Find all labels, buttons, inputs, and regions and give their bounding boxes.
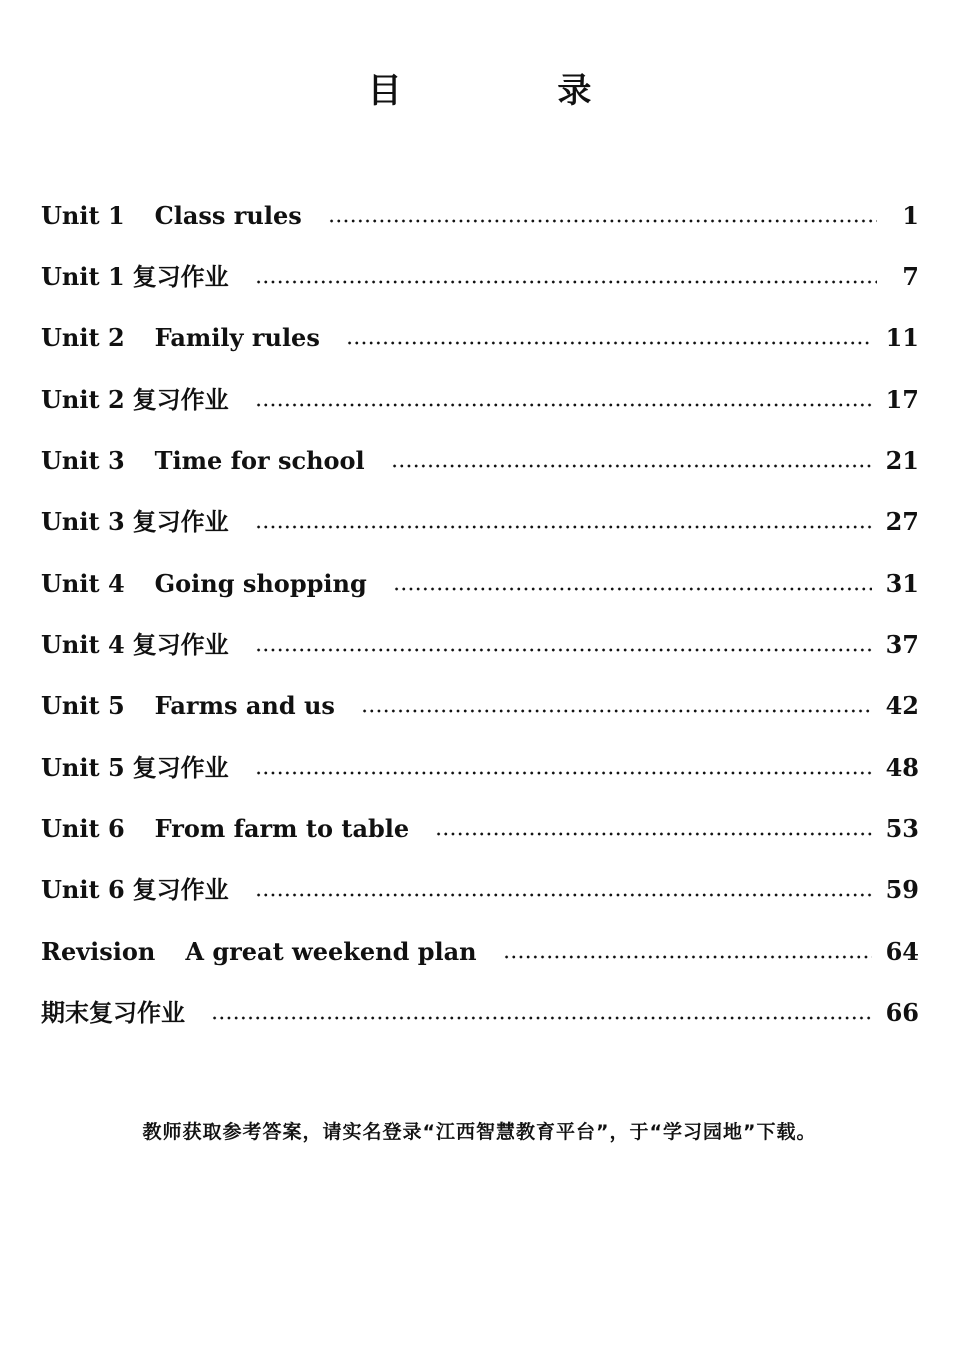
entry-label: [41, 262, 229, 292]
entry-label: [41, 323, 320, 353]
entry-unit: Unit 4: [41, 568, 125, 598]
dot-leader: [435, 832, 871, 836]
entry-label: [41, 630, 229, 660]
dot-leader: [361, 709, 872, 713]
dot-leader: [391, 464, 872, 468]
entry-title: From farm to table: [154, 814, 410, 844]
entry-page-number: 59: [885, 875, 919, 905]
entry-page-number: 27: [885, 507, 919, 537]
entry-unit: Unit 1: [41, 200, 125, 230]
entry-page-number: 11: [885, 323, 919, 353]
entry-title: 复习作业: [132, 262, 229, 292]
entry-title: Going shopping: [154, 568, 367, 598]
entry-label: [41, 998, 185, 1028]
entry-label: [41, 569, 367, 599]
footer-note: 教师获取参考答案，请实名登录“江西智慧教育平台”，于“学习园地”下载。: [142, 1121, 817, 1143]
toc-entry[interactable]: [41, 989, 919, 1050]
entry-label: [41, 753, 229, 783]
entry-unit: Revision: [41, 936, 156, 966]
toc-entry[interactable]: [41, 928, 919, 989]
entry-unit: Unit 2: [41, 384, 125, 414]
toc-entry[interactable]: [41, 744, 919, 805]
entry-title: Class rules: [154, 200, 302, 230]
entry-title: Time for school: [154, 446, 365, 476]
entry-title: A great weekend plan: [185, 936, 477, 966]
entry-title: Farms and us: [154, 691, 335, 721]
dot-leader: [255, 771, 872, 775]
toc-entry[interactable]: [41, 805, 919, 866]
entry-unit: Unit 3: [41, 507, 125, 537]
entry-page-number: 66: [885, 998, 919, 1028]
entry-page-number: 7: [902, 262, 919, 292]
toc-entry[interactable]: [41, 253, 919, 314]
toc-entry[interactable]: [41, 621, 919, 682]
toc-entry[interactable]: [41, 499, 919, 560]
entry-page-number: 17: [885, 384, 919, 414]
dot-leader: [255, 648, 872, 652]
entry-title: 复习作业: [132, 875, 229, 905]
entry-label: [41, 691, 335, 721]
entry-title: 复习作业: [132, 752, 229, 782]
entry-title: 期末复习作业: [41, 998, 185, 1028]
page-title: 目 录: [367, 71, 664, 111]
entry-page-number: 53: [885, 814, 919, 844]
entry-page-number: 48: [885, 752, 919, 782]
toc-entry[interactable]: [41, 683, 919, 744]
dot-leader: [255, 280, 877, 284]
entry-label: [41, 875, 229, 905]
entry-page-number: 37: [885, 630, 919, 660]
toc-entry[interactable]: [41, 192, 919, 253]
toc-entry[interactable]: [41, 867, 919, 928]
dot-leader: [211, 1016, 872, 1020]
dot-leader: [255, 525, 872, 529]
entry-page-number: 42: [885, 691, 919, 721]
dot-leader: [393, 587, 872, 591]
entry-title: 复习作业: [132, 630, 229, 660]
dot-leader: [328, 219, 877, 223]
entry-unit: Unit 5: [41, 752, 125, 782]
table-of-contents: [41, 192, 919, 1051]
toc-entry[interactable]: [41, 315, 919, 376]
entry-label: [41, 814, 409, 844]
toc-entry[interactable]: [41, 376, 919, 437]
entry-page-number: 1: [902, 200, 919, 230]
entry-unit: Unit 6: [41, 875, 125, 905]
entry-label: [41, 937, 477, 967]
entry-page-number: 64: [885, 936, 919, 966]
dot-leader: [503, 955, 872, 959]
toc-entry[interactable]: [41, 560, 919, 621]
entry-label: [41, 201, 302, 231]
entry-label: [41, 446, 365, 476]
entry-unit: Unit 3: [41, 446, 125, 476]
entry-page-number: 21: [885, 446, 919, 476]
entry-unit: Unit 2: [41, 323, 125, 353]
entry-page-number: 31: [885, 568, 919, 598]
entry-unit: Unit 4: [41, 630, 125, 660]
entry-unit: Unit 6: [41, 814, 125, 844]
entry-title: 复习作业: [132, 507, 229, 537]
entry-title: 复习作业: [132, 384, 229, 414]
toc-entry[interactable]: [41, 437, 919, 498]
entry-label: [41, 385, 229, 415]
entry-title: Family rules: [154, 323, 320, 353]
dot-leader: [255, 403, 872, 407]
entry-unit: Unit 5: [41, 691, 125, 721]
dot-leader: [255, 893, 872, 897]
entry-unit: Unit 1: [41, 262, 125, 292]
entry-label: [41, 507, 229, 537]
dot-leader: [346, 341, 872, 345]
